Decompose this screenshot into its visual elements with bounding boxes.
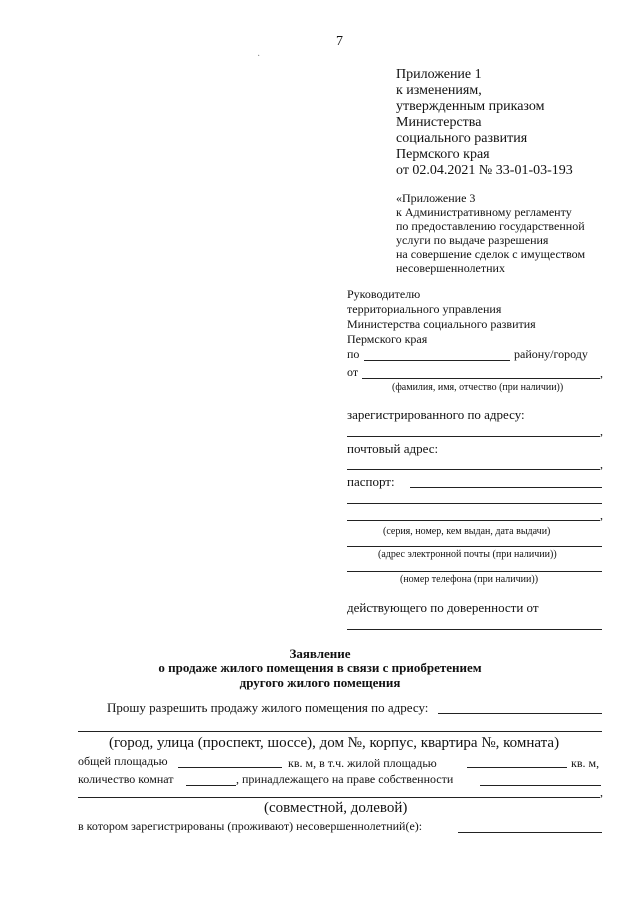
proxy-label: действующего по доверенности от (347, 600, 539, 615)
email-hint: (адрес электронной почты (при наличии)) (378, 549, 557, 560)
postal-label: почтовый адрес: (347, 441, 439, 456)
ownership-field-1[interactable] (480, 785, 601, 786)
addressee-line: Руководителю (347, 287, 421, 301)
appendix1-date-number: от 02.04.2021 № 33-01-03-193 (396, 163, 573, 178)
passport-label: паспорт: (347, 474, 395, 489)
phone-hint: (номер телефона (при наличии)) (400, 574, 539, 585)
addressee-line: Министерства социального развития (347, 317, 536, 331)
scan-dot: · (257, 51, 261, 62)
total-area-field[interactable] (178, 767, 282, 768)
from-label: от (347, 365, 359, 379)
comma: , (600, 457, 603, 471)
rooms-field[interactable] (186, 785, 236, 786)
appendix1-line: Пермского края (396, 147, 490, 162)
registered-address-field[interactable] (347, 436, 600, 437)
appendix1-line: Министерства (396, 115, 482, 130)
area-unit: кв. м, (571, 756, 600, 770)
owned-label: , принадлежащего на праве собственности (236, 772, 454, 786)
appendix3-line: к Административному регламенту (396, 205, 572, 219)
district-field[interactable] (364, 360, 510, 361)
appendix1-line: социального развития (396, 131, 528, 146)
appendix3-line: несовершеннолетних (396, 261, 505, 275)
phone-field[interactable] (347, 571, 602, 572)
residents-field[interactable] (458, 832, 602, 833)
residents-label: в котором зарегистрированы (проживают) несовершеннолетний(е): (78, 819, 423, 833)
passport-field-1[interactable] (410, 487, 602, 488)
comma: , (600, 508, 603, 522)
passport-hint: (серия, номер, кем выдан, дата выдачи) (383, 526, 551, 537)
applicant-name-field[interactable] (362, 378, 600, 379)
comma: , (600, 424, 603, 438)
address-field-2[interactable] (78, 731, 602, 732)
area-label: общей площадью (78, 754, 168, 768)
area-mid-label: кв. м, в т.ч. жилой площадью (288, 756, 437, 770)
rooms-label: количество комнат (78, 772, 174, 786)
proxy-field[interactable] (347, 629, 602, 630)
district-label: району/городу (514, 347, 588, 361)
appendix3-line: «Приложение 3 (396, 191, 476, 205)
title-line: о продаже жилого помещения в связи с приобретением (158, 660, 482, 675)
ownership-hint: (совместной, долевой) (264, 800, 408, 816)
appendix3-line: на совершение сделок с имуществом (396, 247, 586, 261)
address-field-1[interactable] (438, 713, 602, 714)
fio-hint: (фамилия, имя, отчество (при наличии)) (392, 382, 564, 393)
title-line: другого жилого помещения (239, 675, 401, 690)
page-number: 7 (336, 34, 343, 49)
living-area-field[interactable] (467, 767, 567, 768)
email-field[interactable] (347, 546, 602, 547)
title-line: Заявление (289, 646, 351, 661)
appendix1-line: утвержденным приказом (396, 99, 545, 114)
passport-field-3[interactable] (347, 520, 600, 521)
appendix1-line: к изменениям, (396, 83, 482, 98)
postal-address-field[interactable] (347, 469, 600, 470)
ownership-field-2[interactable] (78, 797, 600, 798)
passport-field-2[interactable] (347, 503, 602, 504)
appendix3-line: услуги по выдаче разрешения (396, 233, 549, 247)
addressee-line: территориального управления (347, 302, 502, 316)
po-label: по (347, 347, 360, 361)
addressee-line: Пермского края (347, 332, 428, 346)
registered-label: зарегистрированного по адресу: (347, 407, 525, 422)
request-text: Прошу разрешить продажу жилого помещения по адресу: (107, 700, 429, 715)
appendix3-line: по предоставлению государственной (396, 219, 585, 233)
comma: , (600, 366, 603, 380)
appendix1-line: Приложение 1 (396, 67, 482, 82)
comma: , (600, 785, 603, 799)
address-hint: (город, улица (проспект, шоссе), дом №, корпус, квартира №, комната) (109, 735, 560, 751)
